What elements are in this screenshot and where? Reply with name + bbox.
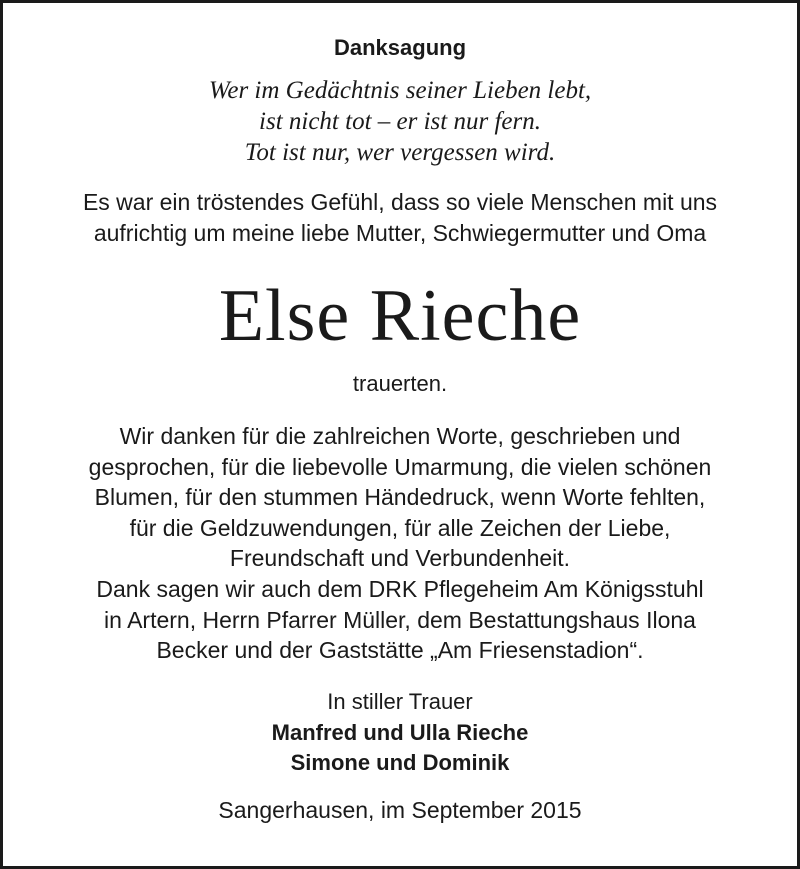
thanks-line: Wir danken für die zahlreichen Worte, geschrieben und [119, 423, 681, 449]
verse-line: Wer im Gedächtnis seiner Lieben lebt, [208, 77, 592, 104]
mourners-block [3, 687, 797, 779]
intro-line: Es war ein tröstendes Gefühl, dass so viele Menschen mit uns [82, 189, 718, 215]
verse-line: Tot ist nur, wer vergessen wird. [244, 139, 556, 166]
family-name-2: Simone und Dominik [290, 750, 510, 775]
thanks-line: Becker und der Gaststätte „Am Friesenstadion“. [156, 637, 644, 664]
thanks-line: für die Geldzuwendungen, für alle Zeichen der Liebe, [129, 514, 671, 541]
thanks-line: Blumen, für den stummen Händedruck, wenn Worte fehlten, [94, 484, 706, 511]
notice-heading: Danksagung [333, 35, 467, 60]
verse-line: ist nicht tot – er ist nur fern. [259, 108, 541, 135]
memorial-verse [3, 75, 797, 168]
intro-line: aufrichtig um meine liebe Mutter, Schwiegermutter und Oma [93, 220, 707, 246]
mourned-text: trauerten. [352, 371, 448, 396]
thanks-line: Dank sagen wir auch dem DRK Pflegeheim Am Königsstuhl [96, 575, 704, 602]
thanks-line: in Artern, Herrn Pfarrer Müller, dem Bestattungshaus Ilona [104, 606, 696, 633]
thanks-line: Freundschaft und Verbundenheit. [229, 545, 571, 572]
intro-text [3, 187, 797, 249]
family-name-1: Manfred und Ulla Rieche [271, 719, 529, 745]
closing-phrase: In stiller Trauer [327, 689, 473, 714]
thanks-line: gesprochen, für die liebevolle Umarmung, die vielen schönen [88, 453, 712, 480]
deceased-name: Else Rieche [218, 275, 582, 357]
thanks-text [3, 421, 797, 666]
place-date: Sangerhausen, im September 2015 [218, 797, 582, 823]
